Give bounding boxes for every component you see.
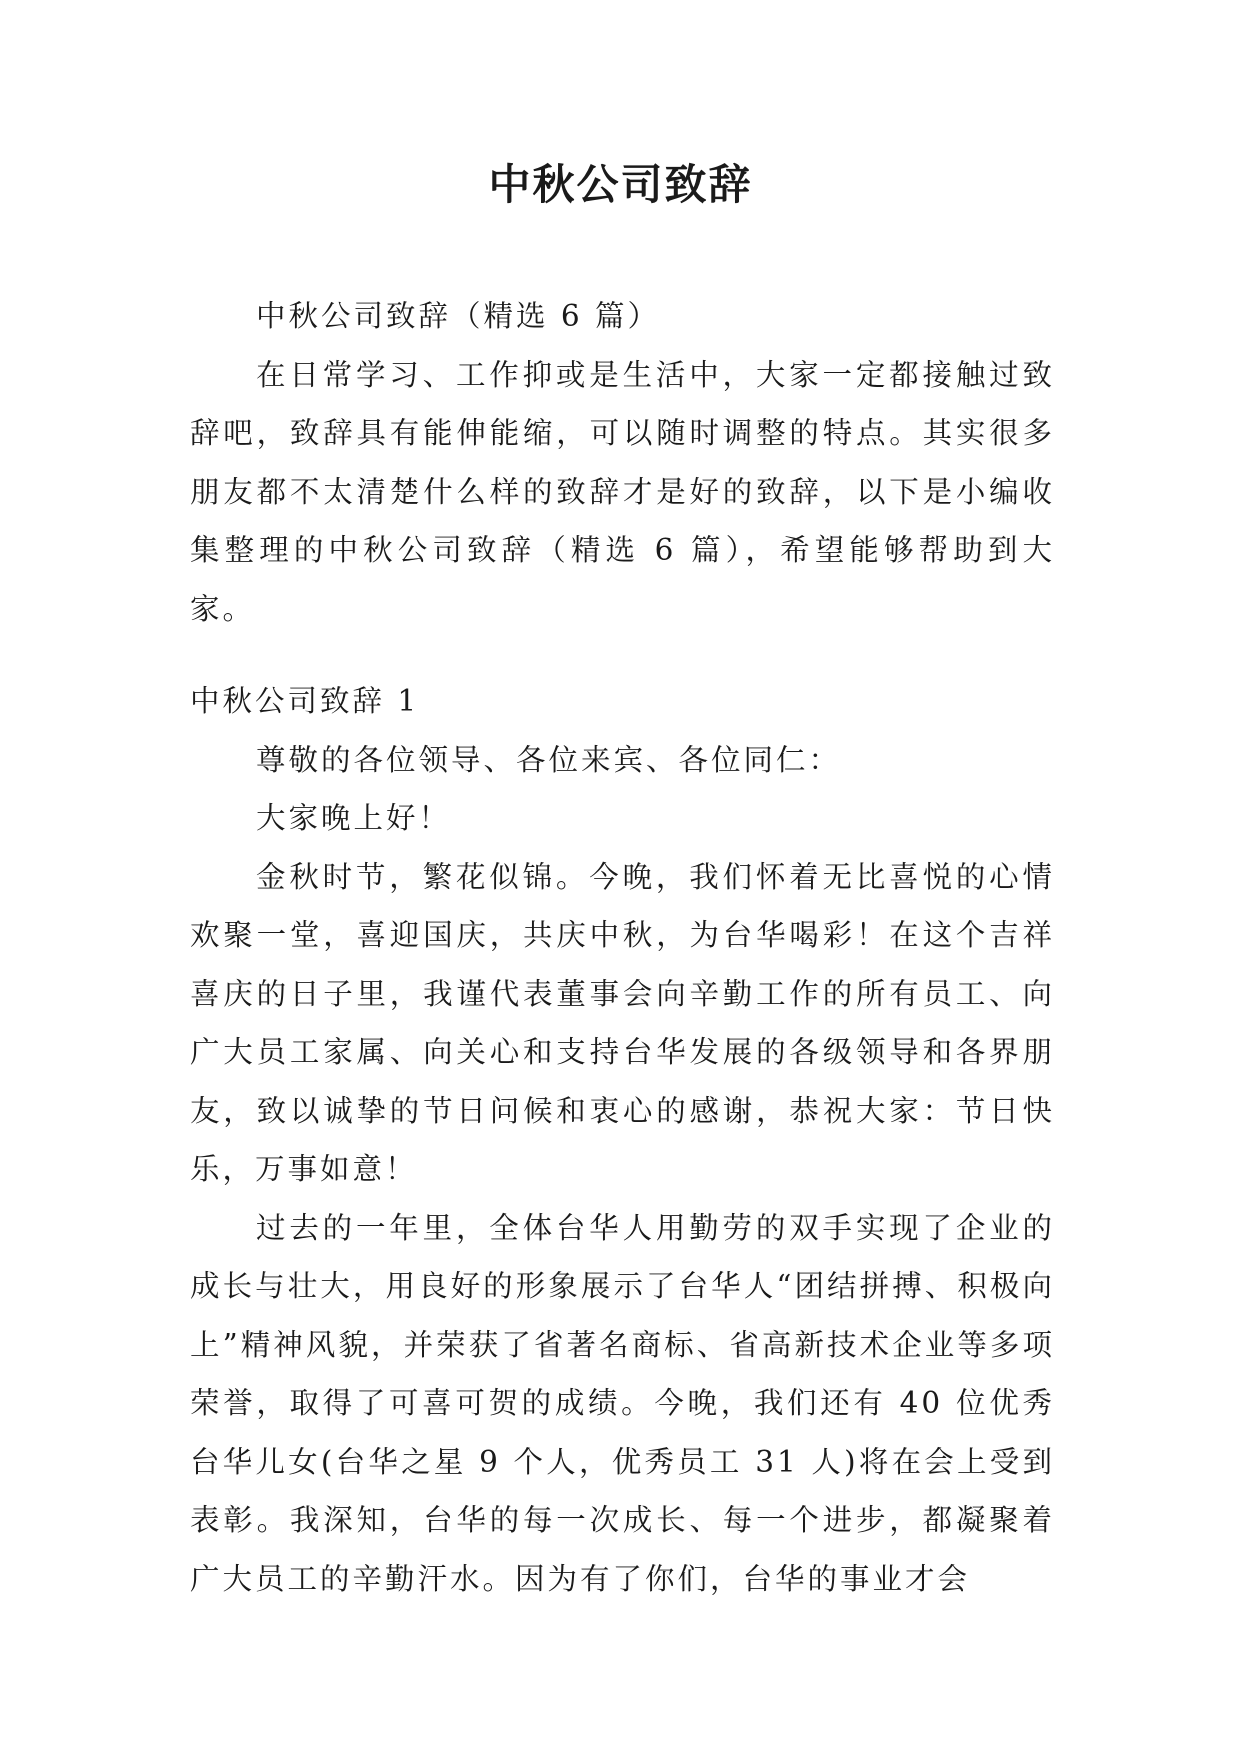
body-paragraph-2: 过去的一年里，全体台华人用勤劳的双手实现了企业的成长与壮大，用良好的形象展示了台华人“团结拼搏、积极向上”精神风貌，并荣获了省著名商标、省高新技术企业等多项荣誉，取得了可喜可贺的成绩。今晚，我们还有 40 位优秀台华儿女(台华之星 9 个人，优秀员工 31 人)将在会上受到表彰。我深知，台华的每一次成长、每一个进步，都凝聚着广大员工的辛勤汗水。因为有了你们，台华的事业才会 — [190, 1210, 1055, 1596]
body-paragraph-1: 金秋时节，繁花似锦。今晚，我们怀着无比喜悦的心情欢聚一堂，喜迎国庆，共庆中秋，为台华喝彩！在这个吉祥喜庆的日子里，我谨代表董事会向辛勤工作的所有员工、向广大员工家属、向关心和支持台华发展的各级领导和各界朋友，致以诚挚的节日问候和衷心的感谢，恭祝大家：节日快乐，万事如意！ — [190, 859, 1055, 1186]
document-subtitle: 中秋公司致辞（精选 6 篇） — [256, 299, 661, 333]
salutation: 尊敬的各位领导、各位来宾、各位同仁： — [256, 742, 842, 777]
greeting: 大家晚上好！ — [256, 801, 452, 835]
intro-paragraph: 在日常学习、工作抑或是生活中，大家一定都接触过致辞吧，致辞具有能伸能缩，可以随时调整的特点。其实很多朋友都不太清楚什么样的致辞才是好的致辞，以下是小编收集整理的中秋公司致辞（精选 6 篇），希望能够帮助到大家。 — [190, 357, 1055, 626]
document-body — [190, 287, 1055, 1608]
document-title: 中秋公司致辞 — [488, 160, 753, 209]
section-heading: 中秋公司致辞 1 — [190, 684, 420, 718]
